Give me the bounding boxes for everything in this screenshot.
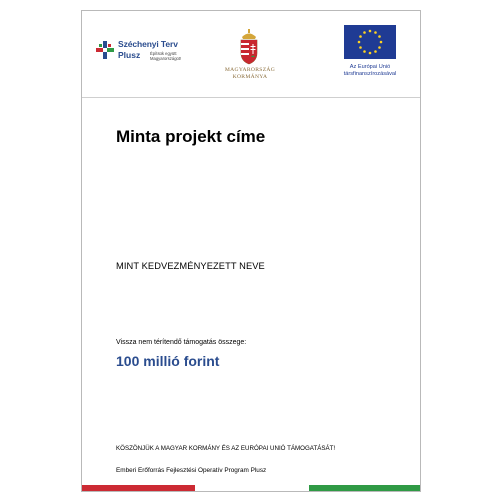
hungarian-crest-icon bbox=[238, 29, 260, 65]
flag-stripe-green bbox=[309, 485, 421, 491]
eu-caption bbox=[318, 64, 421, 78]
grant-amount-label: Vissza nem térítendő támogatás összege: bbox=[116, 339, 247, 346]
flag-stripe-white bbox=[195, 485, 308, 491]
program-name: Emberi Erőforrás Fejlesztési Operatív Program Plusz bbox=[116, 467, 267, 474]
grant-amount: 100 millió forint bbox=[116, 353, 220, 369]
szechenyi-logo bbox=[96, 39, 206, 79]
header-divider bbox=[82, 97, 420, 98]
szechenyi-title: Széchenyi Terv bbox=[118, 39, 178, 49]
szechenyi-cross-icon bbox=[96, 41, 114, 59]
thanks-text: KÖSZÖNJÜK A MAGYAR KORMÁNY ÉS AZ EURÓPAI UNIÓ TÁMOGATÁSÁT! bbox=[116, 445, 336, 452]
szechenyi-subtitle: Építsük együtt Magyarországot! bbox=[150, 51, 182, 61]
flag-stripe-red bbox=[82, 485, 195, 491]
eu-logo bbox=[318, 25, 418, 89]
beneficiary-name: MINT KEDVEZMÉNYEZETT NEVE bbox=[116, 261, 265, 271]
government-line2: KORMÁNYA bbox=[232, 74, 268, 80]
logo-header bbox=[82, 11, 420, 97]
poster bbox=[81, 10, 421, 492]
government-line1: MAGYARORSZÁG bbox=[224, 67, 276, 73]
eu-flag-icon bbox=[344, 25, 396, 59]
project-title: Minta projekt címe bbox=[116, 127, 266, 146]
eu-line2: társfinanszírozásával bbox=[343, 71, 397, 77]
szechenyi-title-line2: Plusz bbox=[118, 50, 141, 60]
eu-line1: Az Európai Unió bbox=[349, 64, 391, 70]
government-logo bbox=[210, 29, 290, 95]
government-name bbox=[210, 67, 290, 81]
